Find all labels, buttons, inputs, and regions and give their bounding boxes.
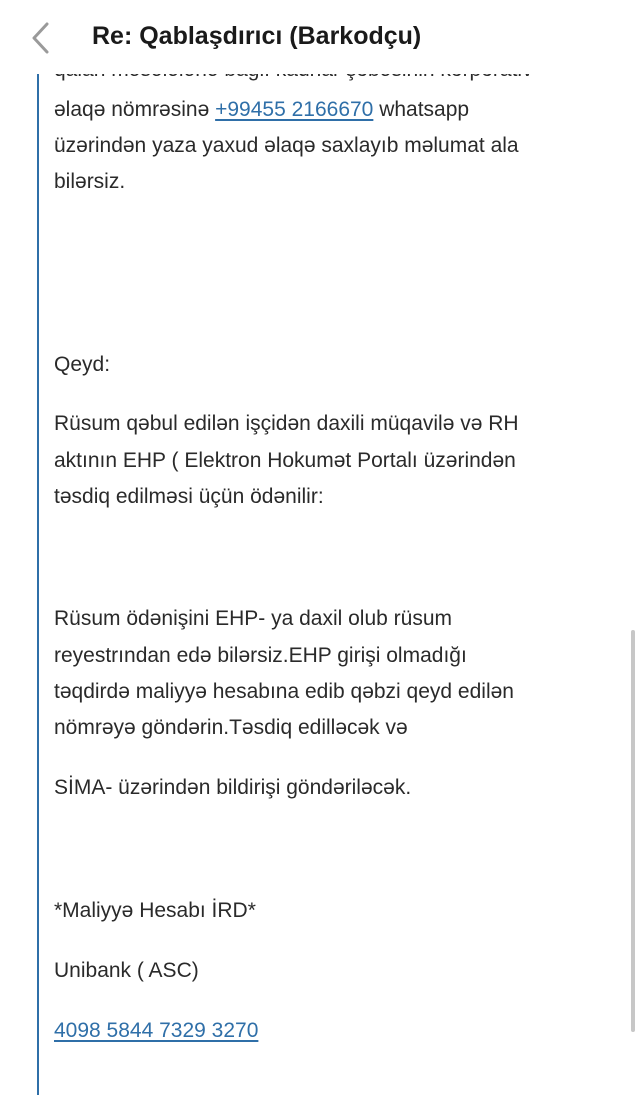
card-number-link[interactable]: 4098 5844 7329 3270 [54, 1019, 259, 1042]
intro-line-2-suffix: whatsapp [379, 98, 470, 121]
intro-line-4: bilərsiz. [54, 170, 126, 193]
sima-line: SİMA- üzərindən bildirişi göndəriləcək. [54, 776, 412, 799]
fee-line-1: Rüsum qəbul edilən işçidən daxili müqavilə və RH [54, 412, 519, 435]
card-number-link-line [54, 1013, 258, 1049]
chevron-left-icon [22, 18, 62, 58]
scrollbar[interactable] [631, 630, 635, 1032]
back-button[interactable] [22, 18, 62, 58]
payment-line-3: təqdirdə maliyyə hesabına edib qəbzi qeyd edilən [54, 680, 514, 703]
phone-number-link[interactable]: +99455 2166670 [215, 98, 374, 121]
fee-line-2: aktının EHP ( Elektron Hokumət Portalı üzərindən [54, 449, 516, 472]
quote-bar [37, 74, 39, 1095]
intro-line-3: üzərindən yaza yaxud əlaqə saxlayıb məlumat ala [54, 134, 519, 157]
payment-line-2: reyestrından edə bilərsiz.EHP girişi olmadığı [54, 644, 467, 667]
account-title: *Maliyyə Hesabı İRD* [54, 899, 256, 922]
message-header [0, 0, 640, 74]
intro-line-2-prefix: əlaqə nömrəsinə [54, 98, 210, 121]
payment-line-1: Rüsum ödənişini EHP- ya daxil olub rüsum [54, 607, 453, 630]
bank-name: Unibank ( ASC) [54, 959, 199, 982]
note-label: Qeyd: [54, 353, 111, 376]
intro-line-2 [54, 92, 469, 128]
message-subject: Re: Qablaşdırıcı (Barkodçu) [92, 22, 422, 50]
fee-line-3: təsdiq edilməsi üçün ödənilir: [54, 485, 324, 508]
payment-line-4: nömrəyə göndərin.Təsdiq edilləcək və [54, 716, 408, 739]
